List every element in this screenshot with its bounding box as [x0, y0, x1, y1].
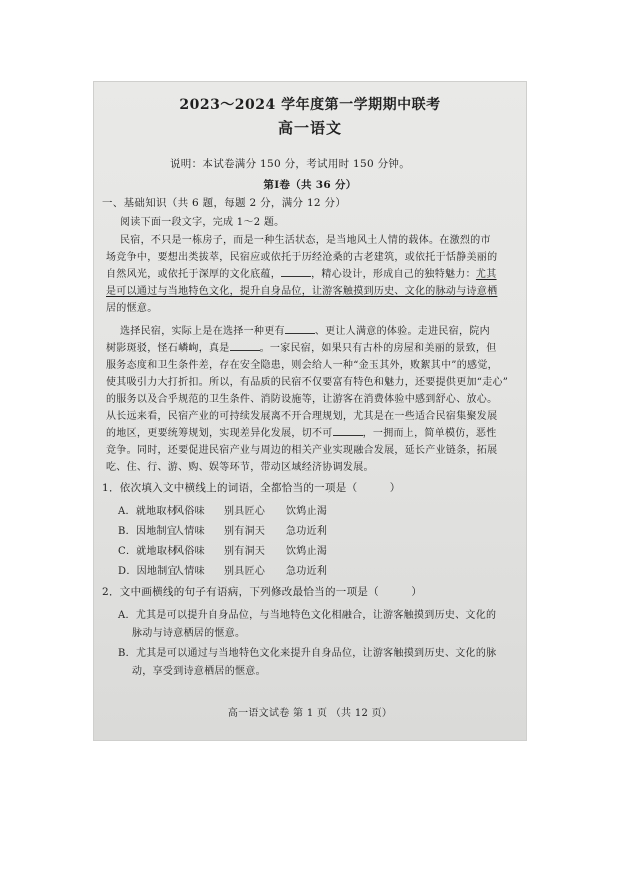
para2-text: 选择民宿，实际上是在选择一种更有 [120, 326, 285, 337]
reading-instruction: 阅读下面一段文字，完成 1～2 题。 [120, 217, 285, 228]
option-label: C．就地取材 [118, 546, 178, 557]
para2-text: 、更让人满意的体验。走进民宿，院内 [314, 326, 490, 337]
para2-line [106, 339, 497, 354]
page-footer: 高一语文试卷 第 1 页 （共 12 页） [227, 708, 393, 719]
para2-text: ，一拥而上，简单模仿，恶性 [362, 428, 497, 439]
para2-text: 的地区，更要统筹规划，实现差异化发展，切不可 [106, 428, 333, 439]
question-2-option-b: B．尤其是可以通过与当地特色文化来提升自身品位，让游客触摸到历史、文化的脉 [118, 648, 497, 659]
option-word: 别具匠心 [224, 506, 266, 517]
para1-text: ，精心设计，形成自己的独特魅力： [311, 269, 476, 280]
para1-line: 民宿，不只是一栋房子，而是一种生活状态，是当地风土人情的载体。在激烈的市 [120, 235, 491, 246]
question-2-stem: 2．文中画横线的句子有语病，下列修改最恰当的一项是（ ） [102, 586, 423, 598]
question-2-option-a-cont: 脉动与诗意栖居的惬意。 [132, 628, 246, 639]
option-word: 人情味 [174, 566, 205, 577]
para1-text: 自然风光，或依托于深厚的文化底蕴， [106, 269, 282, 280]
question-1-option-d [118, 562, 327, 577]
part-heading: 第Ⅰ卷（共 36 分） [263, 179, 357, 191]
section-heading: 一、基础知识（共 6 题，每题 2 分，满分 12 分） [102, 197, 347, 209]
para1-line: 场竞争中，要想出类拔萃，民宿应或依托于历经沧桑的古老建筑，或依托于恬静美丽的 [106, 252, 498, 263]
exam-note: 说明：本试卷满分 150 分，考试用时 150 分钟。 [170, 158, 411, 170]
para2-text: 。一家民宿，如果只有古朴的房屋和美丽的景致，但 [259, 343, 497, 354]
option-word: 人情味 [174, 526, 205, 537]
para2-line: 使其吸引力大打折扣。所以，有品质的民宿不仅要富有特色和魅力，还要提供更加“走心” [106, 377, 509, 388]
option-word: 风俗味 [174, 546, 205, 557]
para2-line: 的服务以及合乎规范的卫生条件、消防设施等，让游客在消费体验中感到舒心、放心。 [106, 394, 498, 405]
exam-paper [94, 82, 526, 740]
para2-line [106, 424, 497, 439]
exam-subject: 高一语文 [277, 119, 342, 137]
para1-line: 居的惬意。 [106, 303, 158, 314]
answer-blank-4 [333, 426, 363, 436]
underlined-sentence: 是可以通过与当地特色文化，提升自身品位，让游客触摸到历史、文化的脉动与诗意栖 [106, 286, 498, 297]
question-1-stem: 1．依次填入文中横线上的词语，全都恰当的一项是（ ） [102, 482, 401, 494]
answer-blank-1 [281, 267, 311, 277]
question-1-option-a [118, 502, 327, 517]
para2-line: 竞争。同时，还要促进民宿产业与周边的相关产业实现融合发展，延长产业链条，拓展 [106, 445, 498, 456]
option-word: 饮鸩止渴 [286, 506, 328, 517]
answer-blank-3 [230, 341, 260, 351]
para2-line: 吃、住、行、游、购、娱等环节，带动区域经济协调发展。 [106, 462, 374, 473]
para2-line: 从长远来看，民宿产业的可持续发展离不开合理规划，尤其是在一些适合民宿集聚发展 [106, 411, 498, 422]
underlined-sentence: 尤其 [475, 269, 497, 280]
option-word: 别具匠心 [224, 566, 266, 577]
option-word: 急功近利 [286, 526, 328, 537]
option-word: 急功近利 [286, 566, 328, 577]
para2-text: 树影斑驳，怪石嶙峋，真是 [106, 343, 230, 354]
option-label: A．就地取材 [118, 506, 178, 517]
para2-line: 服务态度和卫生条件差，存在安全隐患，则会给人一种“金玉其外，败絮其中”的感觉， [106, 360, 498, 371]
option-word: 风俗味 [174, 506, 205, 517]
para1-line [106, 265, 497, 280]
option-word: 饮鸩止渴 [286, 546, 328, 557]
option-label: D．因地制宜 [118, 566, 178, 577]
question-2-option-b-cont: 动，享受到诗意栖居的惬意。 [132, 666, 266, 677]
option-word: 别有洞天 [224, 546, 266, 557]
question-2-option-a: A．尤其是可以提升自身品位，与当地特色文化相融合，让游客触摸到历史、文化的 [118, 610, 497, 621]
option-word: 别有洞天 [224, 526, 266, 537]
question-1-option-b [118, 522, 327, 537]
para2-line [120, 322, 490, 337]
answer-blank-2 [285, 324, 315, 334]
option-label: B．因地制宜 [118, 526, 178, 537]
exam-title: 2023～2024 学年度第一学期期中联考 [179, 97, 441, 113]
question-1-option-c [118, 542, 327, 557]
